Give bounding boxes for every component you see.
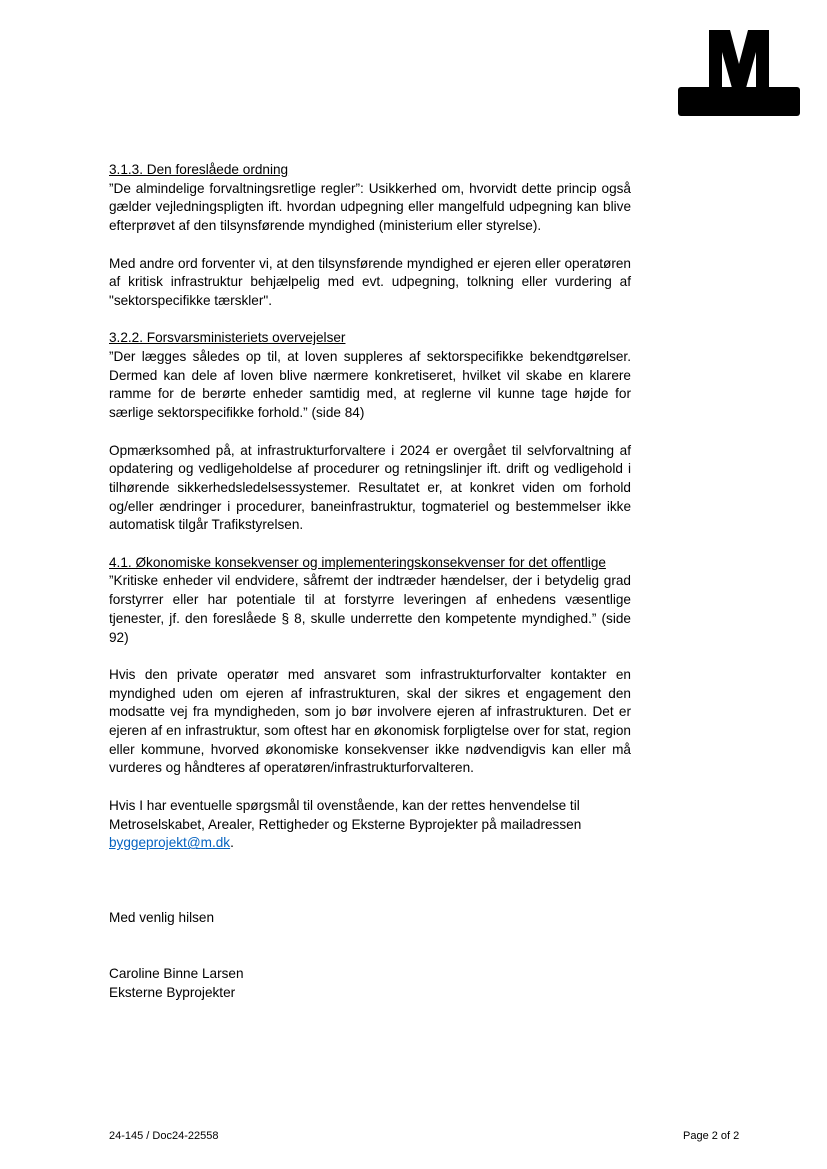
section-heading: 3.1.3. Den foreslåede ordning (109, 162, 289, 177)
contact-period: . (230, 835, 234, 851)
paragraph: ”De almindelige forvaltningsretlige regler”: Usikkerhed om, hvorvidt dette princip også gælder vejledningspligten ift. hvordan udpegning eller mangelfuld udpegning kan blive efterprøvet af den tilsynsførende myndighed (ministerium eller styrelse). (109, 180, 631, 234)
closing-greeting: Med venlig hilsen (109, 910, 215, 925)
section-3-1-3 (109, 161, 631, 311)
paragraph: Hvis den private operatør med ansvaret som infrastrukturforvalter kontakter en myndighed uden om ejeren af infrastrukturen, skal der sikres et engagement den modsatte vej fra myndigheden, som jo bør involvere ejeren af infrastrukturen. Det er ejeren af en infrastruktur, som oftest har en økonomisk forpligtelse over for stat, region eller kommune, hvorved økonomiske konsekvenser ikke nødvendigvis kan eller må vurderes og håndteres af operatøren/infrastrukturforvalteren. (109, 666, 631, 776)
footer-doc-ref: 24-145 / Doc24-22558 (109, 1130, 219, 1142)
paragraph: Med andre ord forventer vi, at den tilsynsførende myndighed er ejeren eller operatøren af kritisk infrastruktur behjælpelig med evt. udpegning, tolkning eller vurdering af "sektorspecifikke tærskler". (109, 255, 631, 308)
email-link[interactable]: byggeprojekt@m.dk (109, 835, 231, 851)
signer-name: Caroline Binne Larsen (109, 966, 244, 981)
signature-block (109, 964, 244, 1002)
contact-paragraph (109, 797, 631, 853)
letter-body (109, 161, 631, 872)
paragraph: ”Kritiske enheder vil endvidere, såfremt der indtræder hændelser, der i betydelig grad forstyrrer eller har potentiale til at forstyrre leveringen af enhedens væsentlige tjenester, jf. den foreslåede § 8, skulle underrette den kompetente myndighed.” (side 92) (109, 573, 631, 645)
section-4-1 (109, 554, 631, 778)
contact-text: Hvis I har eventuelle spørgsmål til ovenstående, kan der rettes henvendelse til Metroselskabet, Arealer, Rettigheder og Eksterne Byprojekter på mailadressen (109, 797, 582, 832)
section-heading: 4.1. Økonomiske konsekvenser og implementeringskonsekvenser for det offentlige (109, 554, 606, 570)
section-heading: 3.2.2. Forsvarsministeriets overvejelser (109, 330, 346, 346)
metro-m-logo (678, 30, 800, 116)
section-3-2-2 (109, 329, 631, 535)
signer-department: Eksterne Byprojekter (109, 985, 236, 1000)
footer-page-number: Page 2 of 2 (683, 1130, 740, 1142)
paragraph: Opmærksomhed på, at infrastrukturforvaltere i 2024 er overgået til selvforvaltning af opdatering og vedligeholdelse af procedurer og retningslinjer ift. drift og vedligehold i tilhørende sikkerhedsledelsessystemer. Resultatet er, at konkret viden om forhold og/eller ændringer i procedurer, baneinfrastruktur, togmateriel og bestemmelser ikke automatisk tilgår Trafikstyrelsen. (109, 442, 631, 533)
paragraph: ”Der lægges således op til, at loven suppleres af sektorspecifikke bekendtgørelser. Dermed kan dele af loven blive nærmere konkretiseret, hvilket vil skabe en klarere ramme for de berørte enheder samtidig med, at reglerne vil kunne tage højde for særlige sektorspecifikke forhold.” (side 84) (109, 349, 631, 421)
